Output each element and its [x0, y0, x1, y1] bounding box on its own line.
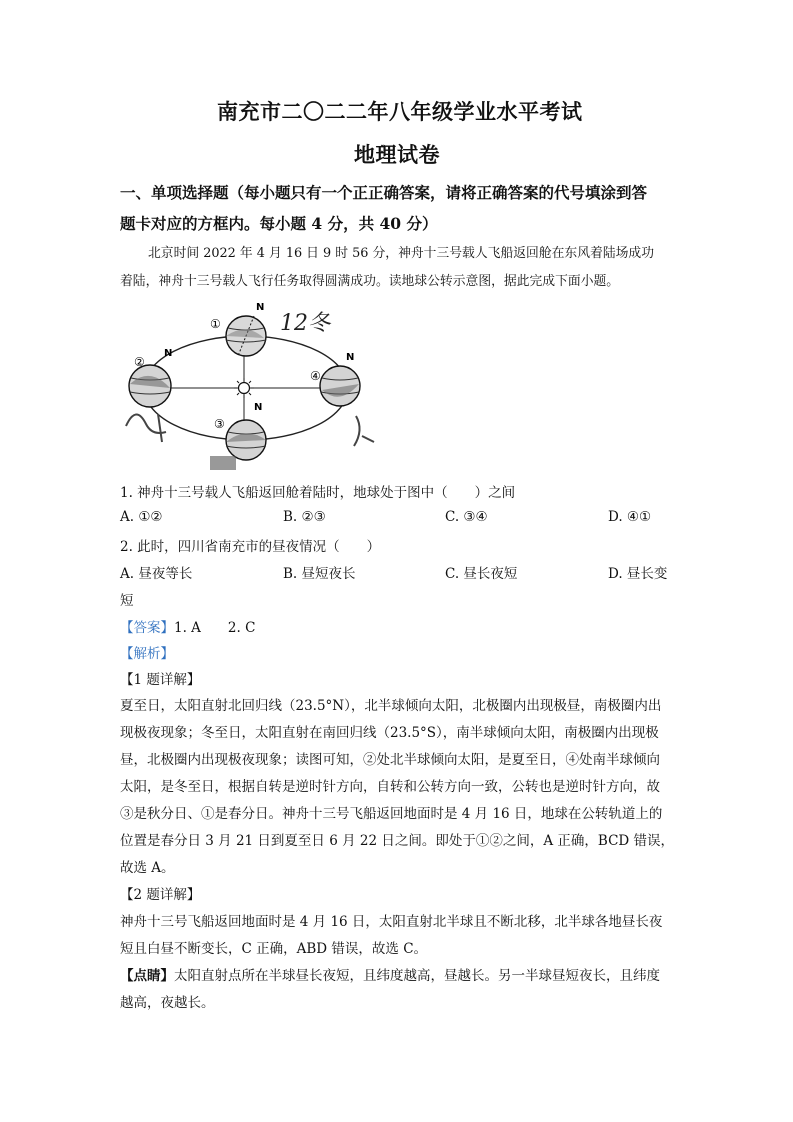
globe-3-north: N [254, 402, 263, 413]
q1-detail-line: 昼，北极圈内出现极夜现象；读图可知，②处北半球倾向太阳，是夏至日，④处南半球倾向 [120, 752, 660, 768]
question-1-option-c: C. ③④ [445, 509, 488, 525]
earth-globe-4 [320, 366, 360, 406]
globe-4-north: N [346, 352, 355, 363]
question-1-option-b: B. ②③ [283, 509, 326, 525]
question-1-stem: 1. 神舟十三号载人飞船返回舱着陆时，地球处于图中（ ）之间 [120, 485, 516, 501]
q1-detail-line: ③是秋分日、①是春分日。神舟十三号飞船返回地面时是 4 月 16 日，地球在公转轨道上的 [120, 806, 663, 822]
earth-globe-1 [226, 316, 266, 356]
question-1-option-a: A. ①② [120, 509, 163, 525]
intro-line1: 北京时间 2022 年 4 月 16 日 9 时 56 分，神舟十三号载人飞船返回舱在东风着陆场成功 [148, 246, 655, 261]
q2-detail-line: 短且白昼不断变长，C 正确，ABD 错误，故选 C。 [120, 941, 428, 957]
q1-detail-line: 故选 A。 [120, 860, 175, 876]
globe-2-label: ② [134, 355, 145, 369]
q1-detail-line: 位置是春分日 3 月 21 日到夏至日 6 月 22 日之间。即处于①②之间，A 正确，BCD 错误， [120, 833, 675, 849]
sun-icon [234, 378, 254, 398]
earth-globe-3 [226, 420, 266, 460]
globe-4-label: ④ [310, 369, 321, 383]
analysis-label: 【解析】 [120, 646, 174, 662]
question-2-option-a: A. 昼夜等长 [120, 566, 193, 582]
question-1-option-d: D. ④① [608, 509, 652, 525]
globe-1-label: ① [210, 317, 221, 331]
q1-detail-line: 现极夜现象；冬至日，太阳直射在南回归线（23.5°S），南半球倾向太阳，南极圈内出现极 [120, 725, 659, 741]
answer-label: 【答案】 [120, 620, 174, 636]
answer-content: 1. A 2. C [174, 620, 256, 636]
exam-title: 南充市二〇二二年八年级学业水平考试 [217, 99, 583, 124]
tip-label: 【点睛】 [120, 968, 174, 984]
handwritten-scribble-left [126, 414, 166, 442]
section-heading-line2: 题卡对应的方框内。每小题 4 分，共 40 分） [120, 214, 438, 233]
section-heading-line1: 一、单项选择题（每小题只有一个正正确答案，请将正确答案的代号填涂到答 [120, 183, 648, 202]
question-2-option-b: B. 昼短夜长 [283, 566, 356, 582]
globe-3-label: ③ [214, 417, 225, 431]
q1-detail-label: 【1 题详解】 [120, 672, 201, 688]
intro-line2: 着陆，神舟十三号载人飞行任务取得圆满成功。读地球公转示意图，据此完成下面小题。 [120, 274, 620, 289]
q1-detail-line: 夏至日，太阳直射北回归线（23.5°N），北半球倾向太阳，北极圈内出现极昼，南极圈内出 [120, 698, 662, 714]
handwritten-note: 12冬 [280, 311, 330, 336]
exam-subtitle: 地理试卷 [354, 142, 440, 167]
globe-1-north: N [256, 302, 265, 313]
earth-globe-2 [129, 365, 171, 407]
question-2-stem: 2. 此时，四川省南充市的昼夜情况（ ） [120, 539, 381, 555]
handwritten-scribble-bottom [210, 456, 236, 470]
tip-line [120, 964, 660, 984]
question-2-option-d-wrap: 短 [120, 593, 134, 609]
answer-line [120, 616, 255, 636]
q2-detail-line: 神舟十三号飞船返回地面时是 4 月 16 日，太阳直射北半球且不断北移，北半球各地昼长夜 [120, 914, 663, 930]
question-2-option-d: D. 昼长变 [608, 566, 668, 582]
tip-line-2: 越高，夜越长。 [120, 995, 215, 1011]
handwritten-scribble-right [354, 416, 374, 446]
question-2-option-c: C. 昼长夜短 [445, 566, 518, 582]
globe-2-north: N [164, 348, 173, 359]
q2-detail-label: 【2 题详解】 [120, 887, 201, 903]
earth-revolution-diagram [118, 296, 378, 474]
q1-detail-line: 太阳，是冬至日，根据自转是逆时针方向，自转和公转方向一致，公转也是逆时针方向，故 [120, 779, 660, 795]
tip-line-1: 太阳直射点所在半球昼长夜短，且纬度越高，昼越长。另一半球昼短夜长，且纬度 [174, 968, 660, 984]
